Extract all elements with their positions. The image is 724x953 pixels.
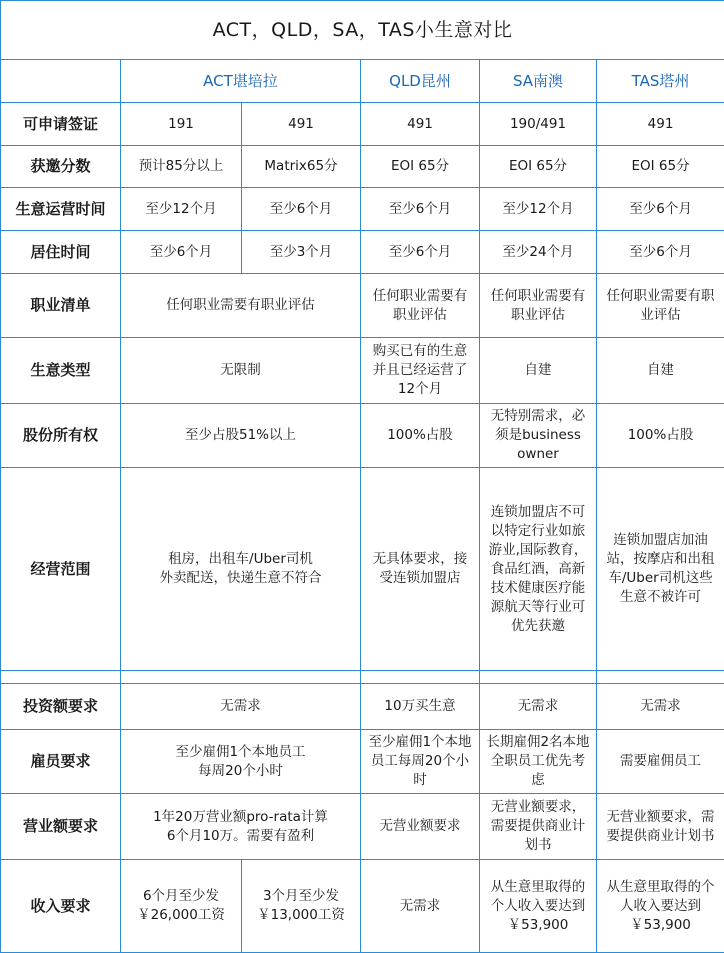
header-row	[1, 60, 724, 103]
income-act-b-line-1: 3个月至少发	[248, 887, 354, 906]
header-sa: SA南澳	[480, 60, 597, 103]
turnover-act-line-1: 1年20万营业额pro-rata计算	[127, 808, 354, 827]
employee-act-line-1: 至少雇佣1个本地员工	[127, 743, 354, 762]
cell-operation-sa: 至少12个月	[480, 188, 597, 231]
spacer-cell-tas	[597, 671, 724, 684]
cell-occupation-sa: 任何职业需要有职业评估	[480, 274, 597, 338]
row-occupation	[1, 274, 724, 338]
cell-ownership-sa: 无特别需求，必须是business owner	[480, 404, 597, 468]
cell-points-tas: EOI 65分	[597, 146, 724, 188]
cell-operation-tas: 至少6个月	[597, 188, 724, 231]
turnover-act-line-2: 6个月10万。需要有盈利	[127, 827, 354, 846]
scope-act-line-2: 外卖配送，快递生意不符合	[127, 569, 354, 588]
cell-operation-act-a: 至少12个月	[121, 188, 242, 231]
cell-income-tas: 从生意里取得的个人收入要达到￥53,900	[597, 860, 724, 953]
spacer-cell-act	[121, 671, 361, 684]
cell-residence-tas: 至少6个月	[597, 231, 724, 274]
cell-occupation-qld: 任何职业需要有职业评估	[361, 274, 480, 338]
row-label-operation-time: 生意运营时间	[1, 188, 121, 231]
row-label-residence: 居住时间	[1, 231, 121, 274]
row-label-visa: 可申请签证	[1, 103, 121, 146]
cell-ownership-act: 至少占股51%以上	[121, 404, 361, 468]
cell-business-type-sa: 自建	[480, 338, 597, 404]
cell-operation-qld: 至少6个月	[361, 188, 480, 231]
cell-investment-tas: 无需求	[597, 684, 724, 730]
cell-employee-qld: 至少雇佣1个本地员工每周20个小时	[361, 730, 480, 794]
header-act: ACT堪培拉	[121, 60, 361, 103]
row-investment	[1, 684, 724, 730]
header-qld: QLD昆州	[361, 60, 480, 103]
row-label-employee: 雇员要求	[1, 730, 121, 794]
cell-points-act-a: 预计85分以上	[121, 146, 242, 188]
row-turnover	[1, 794, 724, 860]
cell-income-qld: 无需求	[361, 860, 480, 953]
cell-visa-tas: 491	[597, 103, 724, 146]
row-label-turnover: 营业额要求	[1, 794, 121, 860]
row-label-business-type: 生意类型	[1, 338, 121, 404]
row-spacer	[1, 671, 724, 684]
row-label-investment: 投资额要求	[1, 684, 121, 730]
cell-scope-sa: 连锁加盟店不可以特定行业如旅游业,国际教育，食品红酒，高新技术健康医疗能源航天等行业可优先获邀	[480, 468, 597, 671]
cell-visa-act-b: 491	[242, 103, 361, 146]
income-act-a-line-1: 6个月至少发	[127, 887, 235, 906]
cell-income-act-a	[121, 860, 242, 953]
cell-scope-tas: 连锁加盟店加油站，按摩店和出租车/Uber司机这些生意不被许可	[597, 468, 724, 671]
cell-investment-act: 无需求	[121, 684, 361, 730]
cell-ownership-tas: 100%占股	[597, 404, 724, 468]
income-act-a-line-2: ￥26,000工资	[127, 906, 235, 925]
cell-ownership-qld: 100%占股	[361, 404, 480, 468]
cell-residence-sa: 至少24个月	[480, 231, 597, 274]
cell-visa-act-a: 191	[121, 103, 242, 146]
cell-income-act-b	[242, 860, 361, 953]
cell-investment-sa: 无需求	[480, 684, 597, 730]
cell-visa-sa: 190/491	[480, 103, 597, 146]
cell-points-qld: EOI 65分	[361, 146, 480, 188]
spacer-cell-sa	[480, 671, 597, 684]
cell-business-type-qld: 购买已有的生意并且已经运营了12个月	[361, 338, 480, 404]
cell-income-sa: 从生意里取得的个人收入要达到￥53,900	[480, 860, 597, 953]
scope-act-line-1: 租房，出租车/Uber司机	[127, 550, 354, 569]
employee-act-line-2: 每周20个小时	[127, 762, 354, 781]
cell-turnover-tas: 无营业额要求，需要提供商业计划书	[597, 794, 724, 860]
cell-employee-tas: 需要雇佣员工	[597, 730, 724, 794]
cell-points-sa: EOI 65分	[480, 146, 597, 188]
row-visa	[1, 103, 724, 146]
cell-employee-sa: 长期雇佣2名本地全职员工优先考虑	[480, 730, 597, 794]
cell-turnover-sa: 无营业额要求，需要提供商业计划书	[480, 794, 597, 860]
cell-business-type-act: 无限制	[121, 338, 361, 404]
row-ownership	[1, 404, 724, 468]
cell-investment-qld: 10万买生意	[361, 684, 480, 730]
cell-scope-qld: 无具体要求，接受连锁加盟店	[361, 468, 480, 671]
header-tas: TAS塔州	[597, 60, 724, 103]
header-corner	[1, 60, 121, 103]
income-act-b-line-2: ￥13,000工资	[248, 906, 354, 925]
spacer-cell-label	[1, 671, 121, 684]
title-row	[1, 1, 724, 60]
row-points	[1, 146, 724, 188]
cell-residence-act-a: 至少6个月	[121, 231, 242, 274]
row-residence	[1, 231, 724, 274]
cell-visa-qld: 491	[361, 103, 480, 146]
cell-business-type-tas: 自建	[597, 338, 724, 404]
row-scope	[1, 468, 724, 671]
cell-points-act-b: Matrix65分	[242, 146, 361, 188]
table-title: ACT，QLD，SA，TAS小生意对比	[1, 1, 724, 60]
cell-scope-act	[121, 468, 361, 671]
cell-employee-act	[121, 730, 361, 794]
row-income	[1, 860, 724, 953]
cell-residence-qld: 至少6个月	[361, 231, 480, 274]
row-operation-time	[1, 188, 724, 231]
cell-operation-act-b: 至少6个月	[242, 188, 361, 231]
row-employee	[1, 730, 724, 794]
cell-turnover-act	[121, 794, 361, 860]
cell-turnover-qld: 无营业额要求	[361, 794, 480, 860]
cell-occupation-act: 任何职业需要有职业评估	[121, 274, 361, 338]
row-label-points: 获邀分数	[1, 146, 121, 188]
row-label-income: 收入要求	[1, 860, 121, 953]
spacer-cell-qld	[361, 671, 480, 684]
cell-occupation-tas: 任何职业需要有职业评估	[597, 274, 724, 338]
row-label-ownership: 股份所有权	[1, 404, 121, 468]
row-label-scope: 经营范围	[1, 468, 121, 671]
cell-residence-act-b: 至少3个月	[242, 231, 361, 274]
row-label-occupation: 职业清单	[1, 274, 121, 338]
row-business-type	[1, 338, 724, 404]
